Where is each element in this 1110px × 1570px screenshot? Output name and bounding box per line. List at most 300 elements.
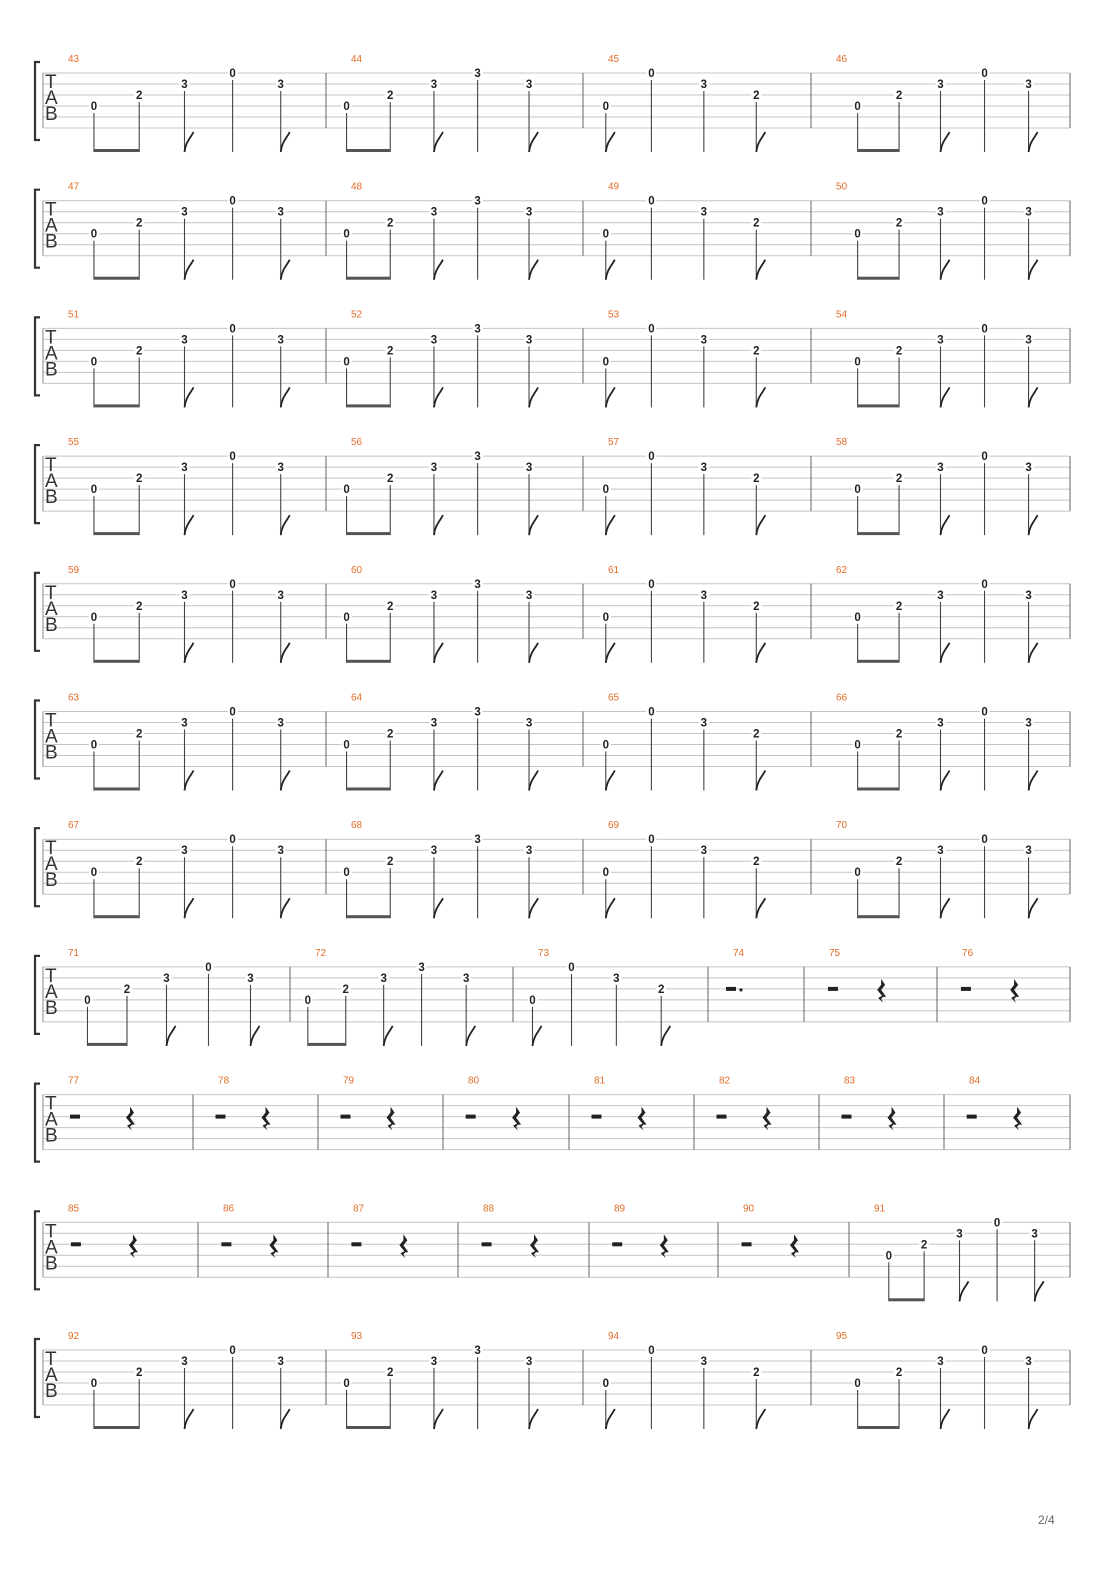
eighth-flag [529,515,538,535]
eighth-flag [281,898,290,918]
fret-number: 2 [753,1367,760,1379]
half-rest [351,1242,361,1246]
fret-number: 0 [602,101,610,113]
page-number: 2/4 [1038,1513,1055,1527]
eighth-flag [756,1409,765,1429]
beam [347,277,391,280]
fret-number: 2 [123,983,131,996]
rest-dot [739,988,742,991]
fret-number: 2 [136,345,143,358]
fret-number: 3 [700,462,708,475]
fret-number: 0 [981,68,988,80]
eighth-flag [1029,387,1038,407]
fret-number: 2 [895,600,903,613]
fret-number: 2 [136,473,143,486]
measure-number: 66 [836,692,848,704]
eighth-flag [281,515,290,535]
fret-number: 3 [525,462,533,475]
fret-number: 3 [474,706,481,719]
eighth-flag [529,1409,538,1429]
eighth-flag [756,771,765,791]
eighth-flag [185,132,194,152]
measure-number: 81 [594,1075,606,1087]
fret-number: 0 [648,578,655,591]
fret-number: 0 [602,228,610,241]
measure-number: 53 [608,309,620,321]
eighth-flag [1029,515,1038,535]
eighth-flag [756,387,765,407]
fret-number: 0 [90,1378,98,1390]
fret-number: 2 [136,728,143,741]
fret-number: 3 [474,1345,481,1357]
fret-number: 3 [163,972,170,985]
eighth-flag [185,387,194,407]
eighth-flag [1029,643,1038,663]
measure-number: 84 [969,1075,981,1087]
tab-system [35,820,1070,918]
fret-number: 3 [474,578,481,591]
measure-number: 45 [608,54,620,65]
measure-number: 67 [68,820,80,832]
measure-number: 93 [351,1331,363,1342]
fret-number: 3 [277,589,284,602]
fret-number: 2 [387,1367,394,1379]
fret-number: 3 [937,334,944,347]
fret-number: 0 [90,611,98,624]
beam [94,1426,139,1429]
measure-number: 94 [608,1331,620,1342]
quarter-rest [512,1107,521,1131]
system-bracket [35,1211,40,1289]
fret-number: 0 [981,451,988,464]
eighth-flag [606,643,615,663]
fret-number: 0 [343,739,350,752]
fret-number: 0 [229,578,236,591]
beam [858,277,899,280]
measure-number: 74 [733,947,745,959]
fret-number: 3 [181,717,188,730]
eighth-flag [756,898,765,918]
eighth-flag [434,898,443,918]
measure-number: 49 [608,181,620,193]
fret-number: 3 [1031,1228,1038,1241]
fret-number: 3 [700,589,708,602]
fret-number: 3 [474,451,481,464]
quarter-rest [387,1107,396,1131]
fret-number: 0 [229,323,236,336]
measure-number: 54 [836,309,848,321]
fret-number: 0 [854,739,861,752]
measure-number: 61 [608,564,620,576]
quarter-rest [1013,1107,1022,1131]
measure-number: 60 [351,564,363,576]
fret-number: 0 [343,101,350,113]
beam [858,788,899,791]
fret-number: 0 [981,195,988,208]
fret-number: 3 [937,79,944,91]
fret-number: 3 [474,195,481,208]
fret-number: 3 [525,334,533,347]
fret-number: 2 [136,90,143,102]
fret-number: 0 [90,867,98,880]
fret-number: 3 [700,206,708,219]
fret-number: 3 [525,206,533,219]
measure-number: 79 [343,1075,355,1087]
beam [94,277,139,280]
tab-clef-letter: A [45,598,58,620]
fret-number: 3 [277,462,284,475]
beam [94,788,139,791]
measure-number: 88 [483,1203,495,1215]
eighth-flag [281,643,290,663]
fret-number: 3 [1025,334,1032,347]
fret-number: 0 [229,68,236,80]
fret-number: 3 [474,323,481,336]
fret-number: 2 [387,473,394,486]
eighth-flag [941,515,950,535]
fret-number: 2 [387,856,394,869]
fret-number: 3 [525,79,533,91]
eighth-flag [434,515,443,535]
half-rest [70,1115,80,1119]
fret-number: 0 [529,994,536,1007]
fret-number: 2 [136,856,143,869]
fret-number: 0 [648,68,655,80]
fret-number: 3 [525,845,533,858]
beam [94,404,139,407]
measure-number: 47 [68,181,80,193]
beam [308,1043,346,1046]
half-rest [842,1115,852,1119]
fret-number: 0 [229,451,236,464]
half-rest [592,1115,602,1119]
eighth-flag [281,132,290,152]
tab-clef-letter: T [45,582,57,604]
fret-number: 3 [474,68,481,80]
fret-number: 3 [418,961,425,974]
eighth-flag [185,643,194,663]
beam [347,660,391,663]
beam [858,149,899,152]
tab-clef-letter: T [45,1093,57,1115]
tab-clef-letter: A [45,215,58,237]
fret-number: 2 [895,728,903,741]
eighth-flag [185,515,194,535]
eighth-flag [466,1026,475,1046]
tab-system [35,1203,1070,1301]
fret-number: 3 [1025,1356,1032,1368]
tab-clef-letter: A [45,1109,58,1131]
beam [94,149,139,152]
eighth-flag [756,260,765,280]
system-bracket [35,701,40,779]
fret-number: 3 [181,334,188,347]
fret-number: 2 [387,217,394,230]
quarter-rest [530,1234,539,1258]
tab-clef-letter: B [45,742,58,764]
fret-number: 0 [229,834,236,847]
fret-number: 2 [387,600,394,613]
tab-clef-letter: T [45,965,57,987]
fret-number: 0 [602,484,610,497]
system-bracket [35,1084,40,1162]
measure-number: 90 [743,1203,755,1215]
fret-number: 3 [937,589,944,602]
half-rest [482,1242,492,1246]
fret-number: 0 [568,961,575,974]
fret-number: 0 [84,994,91,1007]
fret-number: 0 [648,706,655,719]
tab-system [35,565,1070,663]
fret-number: 2 [136,1367,143,1379]
eighth-flag [1029,132,1038,152]
measure-number: 65 [608,692,620,704]
fret-number: 0 [90,739,98,752]
fret-number: 0 [981,323,988,336]
fret-number: 0 [854,1378,861,1390]
fret-number: 0 [602,1378,610,1390]
eighth-flag [281,771,290,791]
fret-number: 2 [920,1239,928,1252]
fret-number: 0 [343,228,350,241]
quarter-rest [129,1234,138,1258]
eighth-flag [941,132,950,152]
beam [347,404,391,407]
fret-number: 3 [277,1356,284,1368]
measure-number: 68 [351,820,363,832]
tab-system [35,437,1070,535]
quarter-rest [126,1107,135,1131]
eighth-flag [1029,1409,1038,1429]
fret-number: 3 [937,462,944,475]
fret-number: 3 [277,206,284,219]
eighth-flag [941,1409,950,1429]
tab-clef-letter: T [45,1221,57,1243]
eighth-flag [529,260,538,280]
tab-system [35,693,1070,791]
measure-number: 89 [614,1203,626,1215]
measure-number: 43 [68,54,80,65]
system-bracket [35,828,40,906]
fret-number: 2 [753,90,760,102]
quarter-rest [638,1107,647,1131]
tab-system [35,948,1070,1046]
half-rest [221,1242,231,1246]
eighth-flag [606,132,615,152]
fret-number: 3 [1025,206,1032,219]
beam [347,788,391,791]
eighth-flag [434,132,443,152]
half-rest [71,1242,81,1246]
half-rest [828,987,838,991]
tab-clef-letter: A [45,88,58,109]
fret-number: 0 [602,611,610,624]
eighth-flag [941,643,950,663]
fret-number: 3 [525,589,533,602]
fret-number: 0 [602,867,610,880]
fret-number: 3 [277,334,284,347]
tab-clef-letter: B [45,104,58,125]
fret-number: 0 [343,356,350,369]
eighth-flag [941,387,950,407]
tab-system [35,309,1070,407]
fret-number: 0 [90,228,98,241]
tab-clef-letter: A [45,726,58,748]
eighth-flag [185,771,194,791]
fret-number: 3 [613,972,620,985]
tab-clef-letter: A [45,1365,58,1386]
quarter-rest [1010,979,1019,1003]
tab-clef-letter: T [45,199,57,221]
beam [94,532,139,535]
tab-clef-letter: T [45,1349,57,1370]
fret-number: 2 [342,983,349,996]
beam [347,1426,391,1429]
quarter-rest [399,1234,408,1258]
measure-number: 51 [68,309,80,321]
fret-number: 3 [277,79,284,91]
measure-number: 76 [962,947,974,959]
half-rest [726,987,736,991]
fret-number: 3 [181,462,188,475]
fret-number: 2 [657,983,665,996]
eighth-flag [167,1026,176,1046]
fret-number: 0 [854,356,861,369]
fret-number: 0 [648,195,655,208]
fret-number: 3 [474,834,481,847]
fret-number: 2 [753,600,760,613]
fret-number: 0 [981,1345,988,1357]
measure-number: 77 [68,1075,80,1087]
measure-number: 58 [836,437,848,449]
eighth-flag [606,898,615,918]
tab-clef-letter: T [45,455,57,477]
system-bracket [35,573,40,651]
half-rest [717,1115,727,1119]
beam [347,915,391,918]
system-bracket [35,445,40,523]
measure-number: 69 [608,820,620,832]
fret-number: 0 [229,195,236,208]
eighth-flag [281,1409,290,1429]
tab-clef-letter: B [45,231,58,253]
measure-number: 95 [836,1331,848,1342]
tab-clef-letter: A [45,1237,58,1259]
beam [87,1043,127,1046]
measure-number: 56 [351,437,363,449]
eighth-flag [1029,771,1038,791]
fret-number: 3 [525,717,533,730]
fret-number: 2 [387,345,394,358]
fret-number: 0 [229,1345,236,1357]
measure-number: 48 [351,181,363,193]
quarter-rest [269,1234,278,1258]
measure-number: 64 [351,692,363,704]
fret-number: 0 [229,706,236,719]
beam [858,404,899,407]
eighth-flag [529,132,538,152]
quarter-rest [790,1234,799,1258]
fret-number: 3 [380,972,387,985]
fret-number: 3 [525,1356,533,1368]
measure-number: 55 [68,437,80,449]
fret-number: 2 [895,1367,903,1379]
fret-number: 3 [277,845,284,858]
fret-number: 3 [181,206,188,219]
tab-system [35,1331,1070,1429]
measure-number: 70 [836,820,848,832]
fret-number: 2 [136,600,143,613]
quarter-rest [763,1107,772,1131]
fret-number: 0 [981,578,988,591]
fret-number: 3 [430,717,438,730]
measure-number: 86 [223,1203,235,1215]
eighth-flag [529,387,538,407]
fret-number: 2 [895,856,903,869]
beam [94,660,139,663]
fret-number: 2 [753,345,760,358]
fret-number: 3 [937,845,944,858]
fret-number: 2 [753,217,760,230]
eighth-flag [606,260,615,280]
eighth-flag [606,515,615,535]
eighth-flag [185,1409,194,1429]
fret-number: 0 [205,961,212,974]
system-bracket [35,956,40,1034]
beam [858,532,899,535]
fret-number: 3 [937,1356,944,1368]
fret-number: 3 [956,1228,963,1241]
tab-clef-letter: B [45,997,58,1019]
fret-number: 0 [854,228,861,241]
eighth-flag [434,1409,443,1429]
measure-number: 75 [829,947,841,959]
system-bracket [35,317,40,395]
fret-number: 0 [648,1345,655,1357]
measure-number: 85 [68,1203,80,1215]
fret-number: 2 [753,473,760,486]
fret-number: 0 [304,994,312,1007]
fret-number: 3 [430,79,438,91]
fret-number: 3 [430,845,438,858]
fret-number: 3 [1025,79,1032,91]
measure-number: 78 [218,1075,230,1087]
fret-number: 0 [343,1378,350,1390]
measure-number: 44 [351,54,363,65]
fret-number: 3 [700,334,708,347]
fret-number: 3 [247,972,254,985]
fret-number: 2 [753,856,760,869]
fret-number: 0 [90,356,98,369]
measure-number: 59 [68,564,80,576]
fret-number: 0 [648,323,655,336]
eighth-flag [533,1026,542,1046]
fret-number: 0 [343,867,350,880]
fret-number: 0 [854,484,861,497]
tab-clef-letter: B [45,1381,58,1402]
eighth-flag [434,260,443,280]
tab-system [35,182,1070,280]
eighth-flag [250,1026,259,1046]
quarter-rest [877,979,886,1003]
eighth-flag [1035,1281,1044,1301]
fret-number: 2 [387,90,394,102]
measure-number: 80 [468,1075,480,1087]
half-rest [961,987,971,991]
fret-number: 0 [854,867,861,880]
tab-clef-letter: T [45,72,57,93]
measure-number: 72 [315,947,327,959]
